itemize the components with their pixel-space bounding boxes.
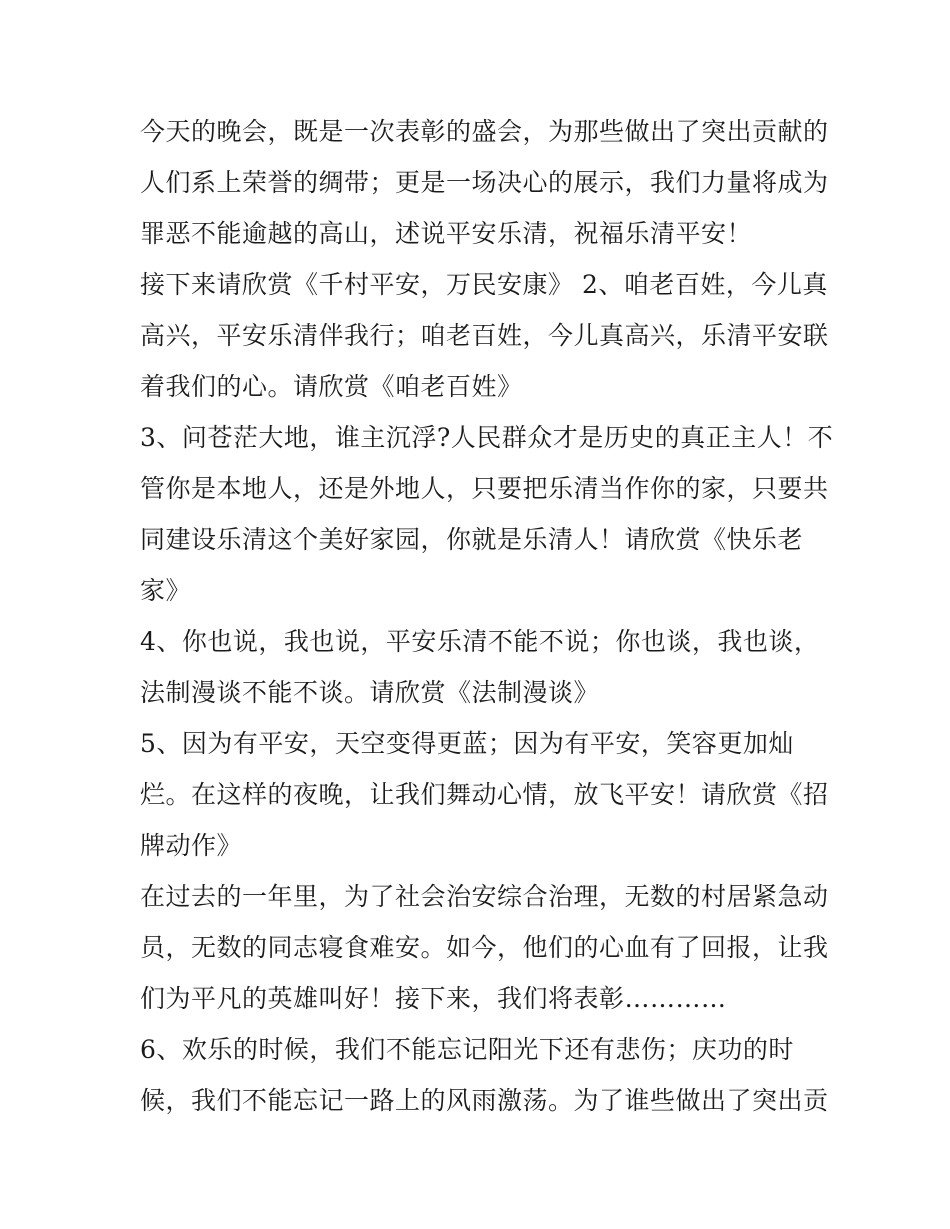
- text-line: 着我们的心。请欣赏《咱老百姓》: [140, 372, 523, 401]
- text-line: 员，无数的同志寝食难安。如今，他们的心血有了回报，让我: [140, 933, 829, 962]
- text-line: 罪恶不能逾越的高山，述说平安乐清，祝福乐清平安！: [140, 219, 753, 248]
- text-line: 今天的晚会，既是一次表彰的盛会，为那些做出了突出贡献的: [140, 117, 829, 146]
- text-line: 3、问苍茫大地，谁主沉浮?人民群众才是历史的真正主人！不: [140, 423, 834, 452]
- text-line: 家》: [140, 576, 192, 605]
- text-line: 管你是本地人，还是外地人，只要把乐清当作你的家，只要共: [140, 474, 829, 503]
- text-line: 接下来请欣赏《千村平安，万民安康》 2、咱老百姓，今儿真: [140, 270, 828, 299]
- document-body: [140, 106, 834, 1126]
- text-line: 法制漫谈不能不谈。请欣赏《法制漫谈》: [140, 678, 600, 707]
- text-line: 候，我们不能忘记一路上的风雨激荡。为了谁些做出了突出贡: [140, 1086, 829, 1115]
- text-line: 6、欢乐的时候，我们不能忘记阳光下还有悲伤；庆功的时: [140, 1035, 794, 1064]
- text-line: 人们系上荣誉的绸带；更是一场决心的展示，我们力量将成为: [140, 168, 829, 197]
- text-line: 5、因为有平安，天空变得更蓝；因为有平安，笑容更加灿: [140, 729, 794, 758]
- text-line: 烂。在这样的夜晚，让我们舞动心情，放飞平安！请欣赏《招: [140, 780, 829, 809]
- text-line: 高兴，平安乐清伴我行；咱老百姓，今儿真高兴，乐清平安联: [140, 321, 829, 350]
- text-line: 们为平凡的英雄叫好！接下来，我们将表彰…………: [140, 984, 727, 1013]
- text-line: 牌动作》: [140, 831, 243, 860]
- text-line: 同建设乐清这个美好家园，你就是乐清人！请欣赏《快乐老: [140, 525, 804, 554]
- text-line: 4、你也说，我也说，平安乐清不能不说；你也谈，我也谈，: [140, 627, 820, 656]
- text-line: 在过去的一年里，为了社会治安综合治理，无数的村居紧急动: [140, 882, 829, 911]
